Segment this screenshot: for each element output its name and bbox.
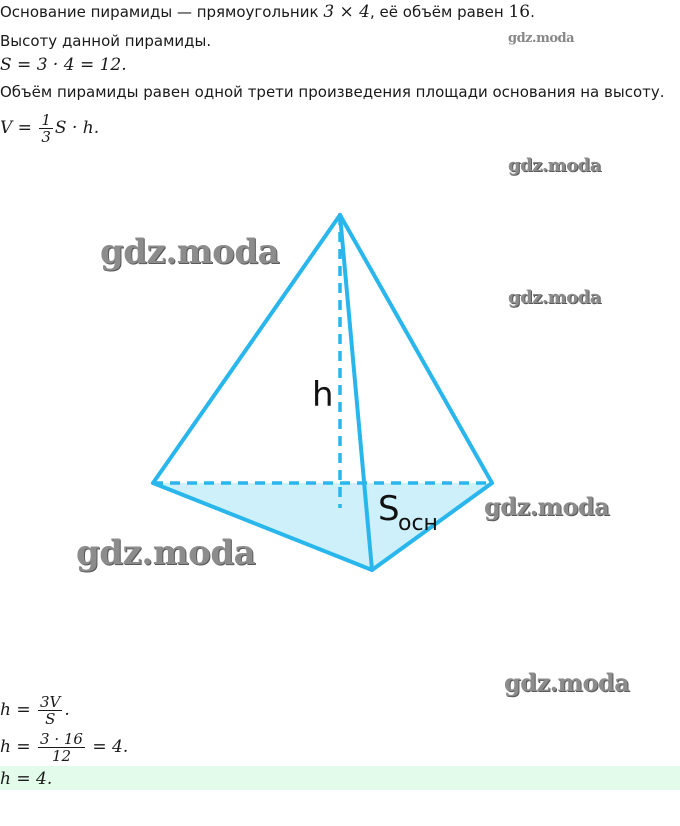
watermark: gdz.moda: [76, 533, 256, 573]
formula-lhs: V =: [0, 118, 38, 138]
answer-highlight: [0, 766, 680, 790]
fraction-denominator: S: [45, 710, 56, 728]
watermark: gdz.moda: [484, 492, 610, 521]
formula-end: .: [64, 700, 70, 720]
fraction-substituted: [38, 731, 85, 764]
problem-text: Основание пирамиды — прямоугольник: [0, 3, 324, 21]
base-area-label: S: [378, 489, 400, 529]
solution-height-formula: [0, 690, 70, 730]
problem-text: .: [530, 3, 535, 21]
watermark: gdz.moda: [504, 668, 630, 697]
fraction-denominator: 12: [51, 747, 72, 765]
fraction-3v-over-s: [38, 694, 62, 727]
fraction-numerator: 3 · 16: [40, 730, 83, 748]
fraction-numerator: 3V: [40, 693, 61, 711]
base-area-subscript: осн: [398, 511, 438, 536]
math-dimensions: 3 × 4: [323, 2, 370, 22]
formula-end: = 4.: [86, 737, 129, 757]
math-volume: 16: [508, 2, 531, 22]
fraction-denominator: 3: [41, 128, 51, 146]
watermark: gdz.moda: [508, 31, 575, 46]
watermark: gdz.moda: [508, 155, 601, 176]
problem-line-2: Высоту данной пирамиды.: [0, 32, 212, 50]
watermark: gdz.moda: [508, 287, 601, 308]
answer-line: h = 4.: [0, 769, 53, 789]
formula-rhs: S · h.: [54, 118, 100, 138]
formula-lhs: h =: [0, 737, 37, 757]
volume-rule-text: Объём пирамиды равен одной трети произведения площади основания на высоту.: [0, 83, 665, 101]
formula-lhs: h =: [0, 700, 37, 720]
solution-height-substitution: [0, 727, 128, 767]
height-label: h: [312, 375, 334, 415]
pyramid-edge-right: [340, 215, 492, 483]
watermark: gdz.moda: [100, 232, 280, 272]
problem-text: , её объём равен: [370, 3, 509, 21]
base-area-formula: S = 3 · 4 = 12.: [0, 55, 127, 75]
fraction-numerator: 1: [41, 111, 51, 129]
